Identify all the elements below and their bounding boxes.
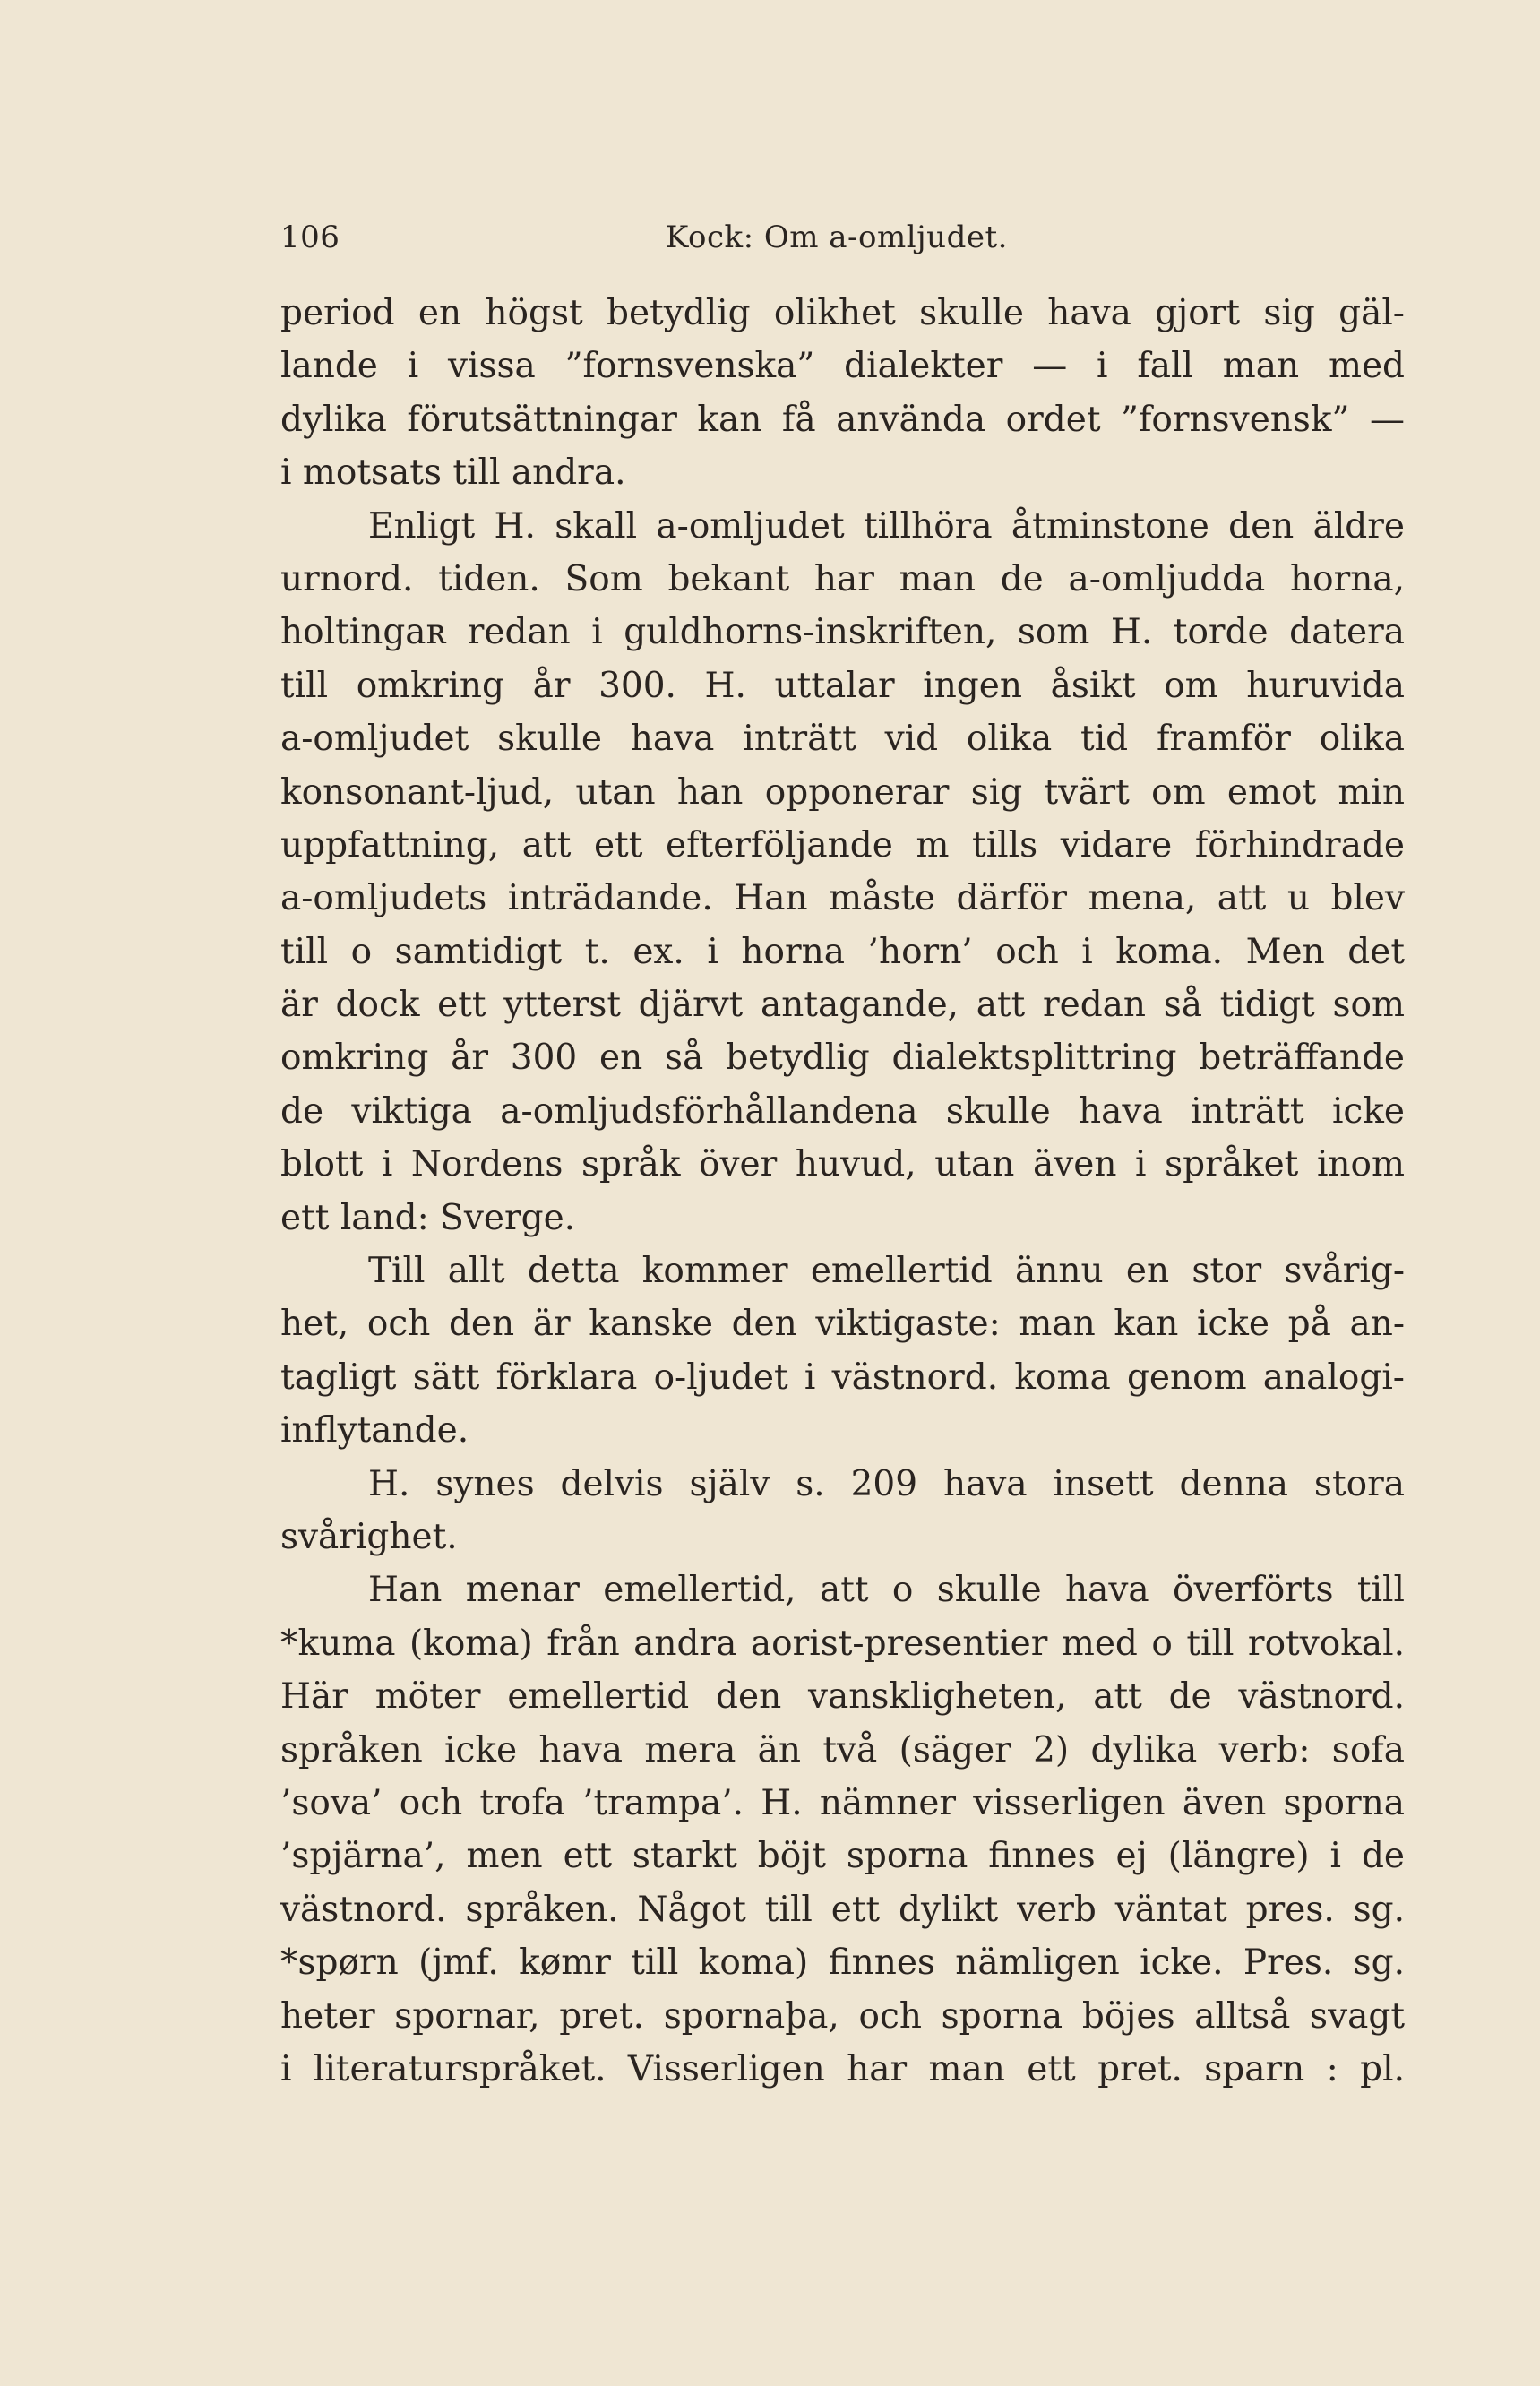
running-title: Kock: Om a-omljudet.: [666, 220, 1008, 255]
text-line: tagligt sätt förklara o-ljudet i västnord. koma genom analogi-: [280, 1357, 1405, 1398]
text-line: till o samtidigt t. ex. i horna ’horn’ och i koma. Men det: [280, 931, 1405, 972]
text-line: till omkring år 300. H. uttalar ingen åsikt om huruvida: [280, 665, 1405, 706]
text-line: lande i vissa ”fornsvenska” dialekter — i fall man med: [280, 346, 1405, 387]
text-line: blott i Nordens språk över huvud, utan även i språket inom: [280, 1144, 1405, 1185]
text-line: konsonant-ljud, utan han opponerar sig tvärt om emot min: [280, 771, 1405, 813]
text-line: *kuma (koma) från andra aorist-presentier med o till rotvokal.: [280, 1623, 1405, 1664]
text-line: inflytande.: [280, 1410, 469, 1451]
text-line: *spørn (jmf. kømr till koma) finnes nämligen icke. Pres. sg.: [280, 1942, 1405, 1984]
page-header: [280, 215, 1405, 260]
text-line: Enligt H. skall a-omljudet tillhöra åtminstone den äldre: [368, 505, 1405, 547]
text-line: a-omljudets inträdande. Han måste därför mena, att u blev: [280, 878, 1405, 919]
text-line: a-omljudet skulle hava inträtt vid olika tid framför olika: [280, 719, 1405, 760]
text-line: Till allt detta kommer emellertid ännu en stor svårig-: [368, 1251, 1405, 1292]
text-line: holtingaʀ redan i guldhorns-inskriften, som H. torde datera: [280, 612, 1405, 653]
body-text: [280, 287, 1405, 2096]
text-line: omkring år 300 en så betydlig dialektsplittring beträffande: [280, 1038, 1405, 1079]
text-line: het, och den är kanske den viktigaste: man kan icke på an-: [280, 1304, 1405, 1345]
text-line: heter spornar, pret. spornaþa, och sporna böjes alltså svagt: [280, 1995, 1405, 2037]
text-line: språken icke hava mera än två (säger 2) dylika verb: sofa: [280, 1729, 1405, 1770]
text-line: i motsats till andra.: [280, 452, 626, 494]
text-line: västnord. språken. Något till ett dylikt verb väntat pres. sg.: [280, 1889, 1405, 1930]
text-line: Han menar emellertid, att o skulle hava överförts till: [368, 1570, 1405, 1611]
text-line: de viktiga a-omljudsförhållandena skulle hava inträtt icke: [280, 1090, 1405, 1132]
text-line: ’spjärna’, men ett starkt böjt sporna finnes ej (längre) i de: [280, 1836, 1405, 1877]
text-line: period en högst betydlig olikhet skulle hava gjort sig gäl-: [280, 293, 1405, 333]
text-line: urnord. tiden. Som bekant har man de a-omljudda horna,: [280, 558, 1405, 599]
text-line: ett land: Sverge.: [280, 1197, 576, 1238]
text-line: i literaturspråket. Visserligen har man ett pret. sparn : pl.: [280, 2048, 1405, 2089]
text-line: dylika förutsättningar kan få använda ordet ”fornsvensk” —: [280, 399, 1405, 440]
text-line: ’sova’ och trofa ’trampa’. H. nämner visserligen även sporna: [280, 1782, 1405, 1823]
text-line: H. synes delvis själv s. 209 hava insett denna stora: [368, 1463, 1405, 1504]
text-line: uppfattning, att ett efterföljande m tills vidare förhindrade: [280, 824, 1405, 866]
text-line: svårighet.: [280, 1516, 458, 1557]
page-number: 106: [280, 220, 340, 255]
text-line: är dock ett ytterst djärvt antagande, att redan så tidigt som: [280, 985, 1405, 1026]
text-line: Här möter emellertid den vanskligheten, att de västnord.: [280, 1676, 1405, 1718]
